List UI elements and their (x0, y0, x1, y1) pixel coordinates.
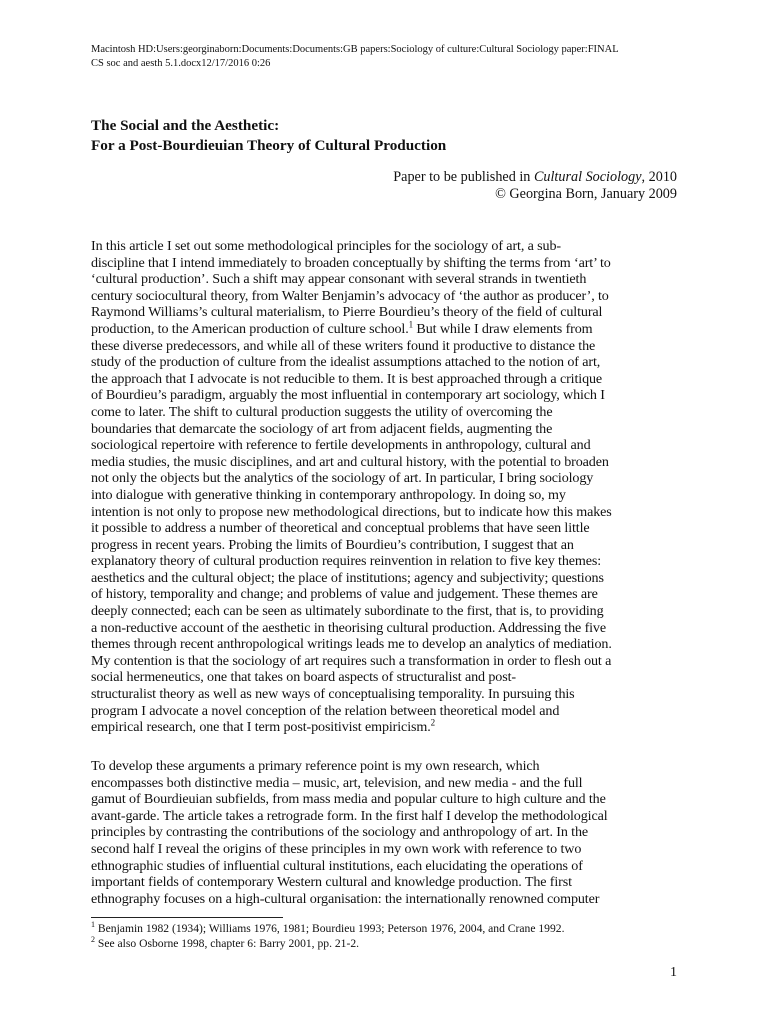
paragraph-line: these diverse predecessors, and while all of these writers found it productive to distance the (91, 337, 596, 354)
file-path-line-1: Macintosh HD:Users:georginaborn:Documents:Documents:GB papers:Sociology of culture:Cultural Sociology paper:FINAL (91, 44, 619, 55)
paragraph-line: study of the production of culture from the idealist assumptions attached to the notion of art, (91, 354, 601, 371)
line-text: But while I draw elements from (413, 320, 593, 337)
paragraph-line: structuralist theory as well as new ways of conceptualising temporality. In pursuing this (91, 686, 575, 703)
page-number: 1 (670, 965, 677, 980)
paragraph-line: come to later. The shift to cultural production suggests the utility of overcoming the (91, 403, 553, 420)
publication-year: , 2010 (641, 169, 677, 185)
paragraph-line: gamut of Bourdieuian subfields, from mass media and popular culture to high culture and the (91, 791, 606, 808)
paragraph-line: discipline that I intend immediately to broaden conceptually by shifting the terms from ‘art’ to (91, 254, 611, 271)
paragraph-line: program I advocate a novel conception of the relation between theoretical model and (91, 702, 560, 719)
paragraph-line: ethnography focuses on a high-cultural organisation: the internationally renowned computer (91, 890, 600, 907)
paragraph-line (91, 321, 683, 338)
paragraph-line: century sociocultural theory, from Walter Benjamin’s advocacy of ‘the author as producer’, to (91, 287, 609, 304)
paragraph-line: a non-reductive account of the aesthetic in theorising cultural production. Addressing the five (91, 619, 606, 636)
footnote-text: See also Osborne 1998, chapter 6: Barry 2001, pp. 21-2. (95, 936, 360, 950)
paragraph-line: of Bourdieu’s paradigm, arguably the most influential in contemporary art sociology, which I (91, 387, 605, 404)
title-line-2: For a Post-Bourdieuian Theory of Cultural Production (91, 137, 447, 154)
copyright-line: © Georgina Born, January 2009 (495, 186, 677, 202)
footnote-text: Benjamin 1982 (1934); Williams 1976, 1981; Bourdieu 1993; Peterson 1976, 2004, and Crane 1992. (95, 922, 565, 935)
paragraph-line: boundaries that demarcate the sociology of art from adjacent fields, augmenting the (91, 420, 553, 437)
footnote-ref-1[interactable]: 1 (408, 319, 414, 330)
footnote-1 (91, 922, 691, 937)
footnotes (91, 922, 691, 951)
paragraph-line: encompasses both distinctive media – music, art, television, and new media - and the full (91, 774, 583, 791)
footnote-2 (91, 934, 691, 952)
paragraph-line: Raymond Williams’s cultural materialism, to Pierre Bourdieu’s theory of the field of cultural (91, 304, 603, 321)
body-paragraph-2 (91, 758, 683, 907)
footnote-marker: 1 (91, 920, 95, 930)
paragraph-line: social hermeneutics, one that takes on board aspects of structuralist and post- (91, 669, 516, 686)
paragraph-line: it possible to address a number of theoretical and conceptual problems that have seen little (91, 520, 590, 537)
paragraph-line: progress in recent years. Probing the limits of Bourdieu’s contribution, I suggest that an (91, 536, 574, 553)
line-text: production, to the American production of culture school. (91, 320, 409, 337)
paragraph-line: My contention is that the sociology of art requires such a transformation in order to flesh out a (91, 652, 612, 669)
paragraph-line: media studies, the music disciplines, and art and cultural history, with the potential to broaden (91, 453, 609, 470)
footnote-separator (91, 917, 283, 918)
paragraph-line: sociological repertoire with reference to fertile developments in anthropology, cultural and (91, 437, 591, 454)
paragraph-line: the approach that I advocate is not reducible to them. It is best approached through a critique (91, 370, 603, 387)
paper-title (91, 116, 691, 156)
paragraph-line: intention is not only to propose new methodological directions, but to indicate how this makes (91, 503, 612, 520)
paragraph-line: aesthetics and the cultural object; the place of institutions; agency and subjectivity; questions (91, 569, 604, 586)
paragraph-line: explanatory theory of cultural production requires reinvention in relation to five key themes: (91, 553, 602, 570)
publication-info (393, 169, 677, 203)
paragraph-line: In this article I set out some methodological principles for the sociology of art, a sub- (91, 238, 561, 254)
paragraph-line: ethnographic studies of influential cultural institutions, each elucidating the operations of (91, 857, 583, 874)
publication-prefix: Paper to be published in (393, 169, 534, 185)
file-path-line-2: CS soc and aesth 5.1.docx12/17/2016 0:26 (91, 57, 271, 69)
body-paragraph-1 (91, 238, 683, 736)
title-line-1: The Social and the Aesthetic: (91, 117, 280, 134)
paragraph-line: into dialogue with generative thinking in contemporary anthropology. In doing so, my (91, 486, 566, 503)
paragraph-line (91, 719, 683, 736)
paragraph-line: important fields of contemporary Western cultural and knowledge production. The first (91, 874, 572, 891)
paragraph-line: not only the objects but the analytics of the sociology of art. In particular, I bring sociology (91, 470, 594, 487)
paragraph-line: To develop these arguments a primary reference point is my own research, which (91, 758, 540, 774)
footnote-ref-2[interactable]: 2 (430, 717, 435, 728)
paragraph-line: deeply connected; each can be seen as ultimately subordinate to the first, that is, to providing (91, 603, 604, 620)
line-text: empirical research, one that I term post-positivist empiricism. (91, 719, 431, 736)
file-path-header (91, 43, 691, 70)
paragraph-line: second half I reveal the origins of these principles in my own work with reference to two (91, 840, 582, 857)
paragraph-line: themes through recent anthropological writings leads me to develop an analytics of mediation. (91, 636, 612, 653)
publication-line (393, 169, 677, 186)
journal-name: Cultural Sociology (533, 169, 642, 185)
paragraph-line: of history, temporality and change; and problems of value and judgement. These themes are (91, 586, 598, 603)
paragraph-line: principles by contrasting the contributions of the sociology and anthropology of art. In the (91, 824, 589, 841)
footnote-marker: 2 (91, 934, 95, 944)
paragraph-line: avant-garde. The article takes a retrograde form. In the first half I develop the methodological (91, 807, 608, 824)
paragraph-line: ‘cultural production’. Such a shift may appear consonant with several strands in twentieth (91, 271, 587, 288)
